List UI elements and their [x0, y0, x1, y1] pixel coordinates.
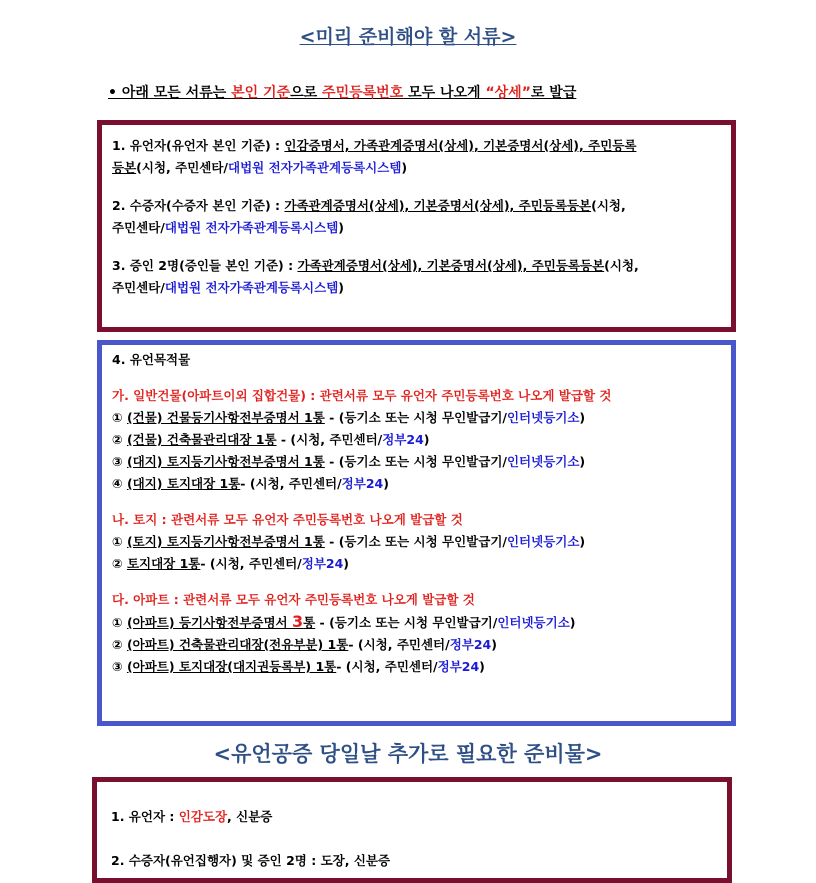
testator-items: 1. 유언자 : 인감도장, 신분증	[111, 809, 273, 824]
list-item: ② 토지대장 1통- (시청, 주민센터/정부24)	[112, 556, 350, 571]
list-item: ④ (대지) 토지대장 1통- (시청, 주민센터/정부24)	[112, 476, 389, 491]
section-da-title: 다. 아파트 : 관련서류 모두 유언자 주민등록번호 나오게 발급할 것	[112, 592, 475, 607]
bullet-icon: •	[108, 85, 117, 101]
list-item: ② (건물) 건축물관리대장 1통 - (시청, 주민센터/정부24)	[112, 432, 430, 447]
intro-line: • 아래 모든 서류는 본인 기준으로 주민등록번호 모두 나오게 “상세”로 발급	[108, 85, 577, 101]
list-item: ② (아파트) 건축물관리대장(전유부분) 1통- (시청, 주민센터/정부24)	[112, 637, 497, 652]
beneficiary-docs: 2. 수증자(수증자 본인 기준) : 가족관계증명서(상세), 기본증명서(상세), 주민등록등본(시청, 주민센타/대법원 전자가족관계등록시스템)	[112, 198, 626, 235]
beneficiary-items: 2. 수증자(유언집행자) 및 증인 2명 : 도장, 신분증	[111, 853, 391, 868]
testator-docs: 1. 유언자(유언자 본인 기준) : 인감증명서, 가족관계증명서(상세), 기본증명서(상세), 주민등록 등본(시청, 주민센타/대법원 전자가족관계등록시스템)	[112, 138, 637, 175]
list-item: ③ (아파트) 토지대장(대지권등록부) 1통- (시청, 주민센터/정부24)	[112, 659, 485, 674]
section-ga-title: 가. 일반건물(아파트이외 집합건물) : 관련서류 모두 유언자 주민등록번호 나오게 발급할 것	[112, 388, 612, 403]
same-day-items-box	[92, 777, 732, 883]
section-na-title: 나. 토지 : 관련서류 모두 유언자 주민등록번호 나오게 발급할 것	[112, 512, 463, 527]
bequest-property-box	[97, 340, 736, 726]
required-docs-box	[97, 120, 736, 332]
section-heading: 4. 유언목적물	[112, 352, 191, 367]
list-item: ① (토지) 토지등기사항전부증명서 1통 - (등기소 또는 시청 무인발급기/인터넷등기소)	[112, 534, 586, 549]
list-item: ③ (대지) 토지등기사항전부증명서 1통 - (등기소 또는 시청 무인발급기/인터넷등기소)	[112, 454, 586, 469]
witness-docs: 3. 증인 2명(증인들 본인 기준) : 가족관계증명서(상세), 기본증명서(상세), 주민등록등본(시청, 주민센타/대법원 전자가족관계등록시스템)	[112, 258, 639, 295]
section-title: <유언공증 당일날 추가로 필요한 준비물>	[213, 742, 603, 766]
list-item: ① (건물) 건물등기사항전부증명서 1통 - (등기소 또는 시청 무인발급기/인터넷등기소)	[112, 410, 586, 425]
page-title: <미리 준비해야 할 서류>	[299, 26, 517, 48]
list-item: ① (아파트) 등기사항전부증명서 3통 - (등기소 또는 시청 무인발급기/인터넷등기소)	[112, 612, 576, 631]
